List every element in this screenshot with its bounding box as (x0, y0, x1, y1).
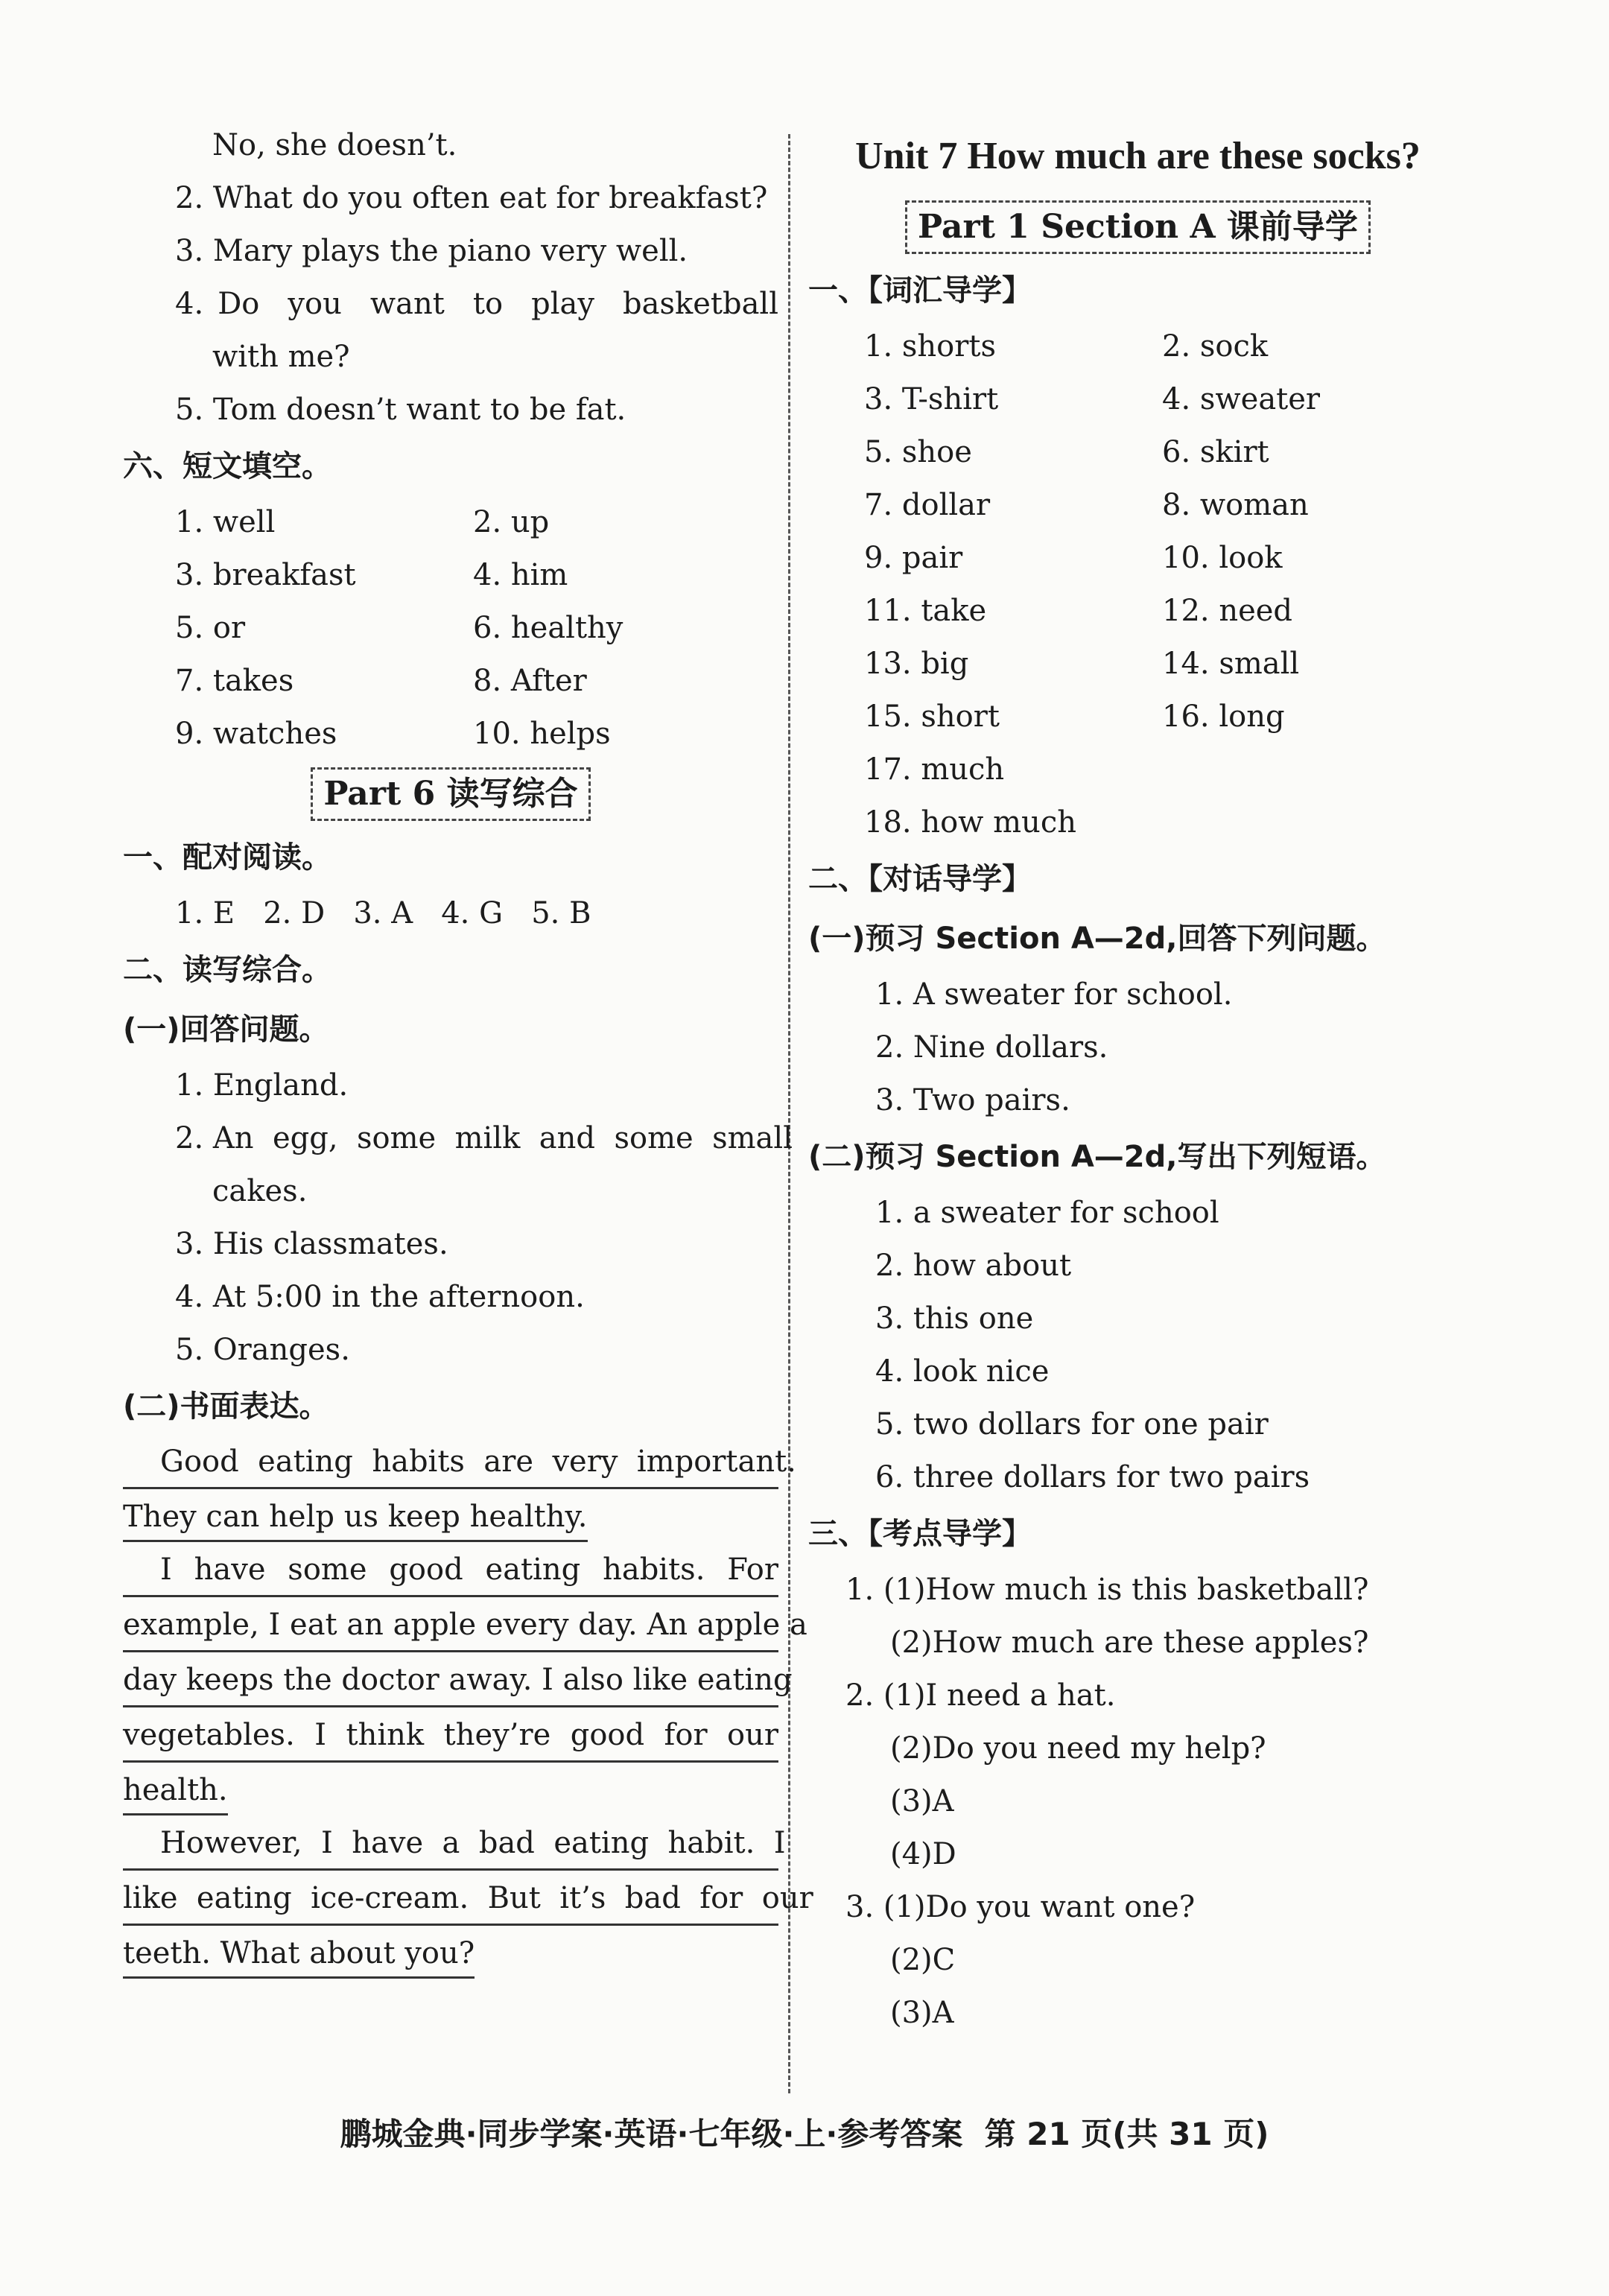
essay-line: health. (123, 1767, 228, 1815)
vocab-item (1162, 796, 1460, 849)
answer-line: 5. Tom doesn’t want to be fat. (175, 393, 626, 427)
question-answer: 3. His classmates. (175, 1227, 448, 1261)
vocab-item: 10. look (1162, 541, 1283, 575)
writing-heading: (二)书面表达。 (123, 1389, 329, 1424)
questions-heading: (一)回答问题。 (123, 1012, 329, 1047)
cloze-answer: 9. watches (175, 717, 337, 751)
essay-gap (123, 1979, 778, 1981)
points-answers (808, 1564, 1467, 2040)
part1-box: Part 1 Section A 课前导学 (905, 200, 1371, 254)
preview2-answer: 6. three dollars for two pairs (875, 1460, 1310, 1494)
essay-line: I have some good eating habits. For (123, 1544, 778, 1597)
cloze-answer-row (123, 496, 778, 549)
preview1-heading: (一)预习 Section A—2d,回答下列问题。 (808, 922, 1386, 956)
cloze-answer: 7. takes (175, 664, 294, 698)
essay-line-wrap (123, 1765, 778, 1815)
vocab-item (1162, 743, 1460, 796)
vocab-item: 15. short (864, 700, 1000, 734)
vocab-item-row (808, 796, 1467, 849)
point-answer: (4)D (890, 1837, 956, 1871)
preview2-answers (808, 1187, 1467, 1504)
vocab-item: 2. sock (1162, 329, 1269, 364)
essay-line: vegetables. I think they’re good for our (123, 1710, 778, 1763)
essay-line: They can help us keep healthy. (123, 1494, 588, 1542)
answer-line: 2. What do you often eat for breakfast? (175, 181, 768, 215)
essay-line: example, I eat an apple every day. An apple a (123, 1599, 778, 1652)
cloze-answer: 1. well (175, 505, 276, 539)
preview2-heading: (二)预习 Section A—2d,写出下列短语。 (808, 1140, 1386, 1174)
essay-line-wrap (123, 1928, 778, 1979)
essay (123, 1436, 813, 1981)
essay-line: However, I have a bad eating habit. I (123, 1818, 778, 1871)
question-answers (123, 1059, 793, 1377)
essay-line: like eating ice-cream. But it’s bad for our (123, 1873, 778, 1926)
point-answer: (2)C (890, 1943, 956, 1977)
reading-writing-heading: 二、读写综合。 (123, 953, 331, 987)
cloze-answer: 10. helps (473, 717, 611, 751)
vocab-item: 18. how much (864, 805, 1076, 840)
preview2-answer: 5. two dollars for one pair (875, 1407, 1269, 1442)
vocab-item: 1. shorts (864, 329, 996, 364)
vocab-item: 11. take (864, 594, 987, 628)
preview2-answer: 4. look nice (875, 1354, 1050, 1389)
vocab-item: 5. shoe (864, 435, 972, 469)
vocab-item: 12. need (1162, 594, 1293, 628)
point-answer: (2)How much are these apples? (890, 1626, 1369, 1660)
question-answer: 4. At 5:00 in the afternoon. (175, 1280, 585, 1314)
matching-heading: 一、配对阅读。 (123, 840, 331, 875)
right-column (808, 119, 1467, 2040)
question-answer: 1. England. (175, 1068, 349, 1103)
vocab-item-row (808, 585, 1467, 638)
page-footer: 鹏城金典·同步学案·英语·七年级·上·参考答案 第 21 页(共 31 页) (340, 2116, 1269, 2152)
vocab-item: 9. pair (864, 541, 963, 575)
vocab-item: 6. skirt (1162, 435, 1269, 469)
vocab-item-row (808, 743, 1467, 796)
cloze-answer: 5. or (175, 611, 246, 645)
preview2-answer: 3. this one (875, 1301, 1034, 1336)
cloze-answer: 4. him (473, 558, 568, 592)
section6-heading: 六、短文填空。 (123, 449, 331, 483)
cloze-answer: 6. healthy (473, 611, 623, 645)
essay-line-wrap (123, 1491, 778, 1542)
vocab-item: 14. small (1162, 647, 1300, 681)
preview2-answer: 2. how about (875, 1249, 1072, 1283)
point-answer: (2)Do you need my help? (890, 1731, 1266, 1766)
cloze-answer-row (123, 549, 778, 602)
matching-answers: 1. E 2. D 3. A 4. G 5. B (175, 896, 591, 930)
vocab-item: 4. sweater (1162, 382, 1321, 416)
answer-line: 3. Mary plays the piano very well. (175, 234, 688, 268)
question-answer: 2. An egg, some milk and some small (175, 1121, 793, 1155)
cloze-answer-row (123, 655, 778, 708)
vocab-item-row (808, 532, 1467, 585)
vocab-item: 17. much (864, 752, 1005, 787)
vocab-item-row (808, 320, 1467, 373)
vocab-list (808, 320, 1467, 849)
essay-line: Good eating habits are very important. (123, 1436, 778, 1489)
vocab-heading: 一、【词汇导学】 (808, 273, 1032, 308)
point-answer: 2. (1)I need a hat. (845, 1678, 1116, 1713)
vocab-item: 7. dollar (864, 488, 991, 522)
answer-line: No, she doesn’t. (212, 128, 457, 162)
preview1-answer: 2. Nine dollars. (875, 1030, 1108, 1065)
dialog-heading: 二、【对话导学】 (808, 862, 1032, 896)
question-answer: 5. Oranges. (175, 1333, 350, 1367)
vocab-item-row (808, 638, 1467, 691)
point-answer: 3. (1)Do you want one? (845, 1890, 1196, 1924)
essay-line: teeth. What about you? (123, 1930, 475, 1979)
points-heading: 三、【考点导学】 (808, 1517, 1032, 1551)
cloze-answer: 8. After (473, 664, 587, 698)
question-answer: cakes. (212, 1174, 308, 1208)
preview2-answer: 1. a sweater for school (875, 1196, 1219, 1230)
point-answer: (3)A (890, 1784, 954, 1818)
point-answer: 1. (1)How much is this basketball? (845, 1573, 1369, 1607)
vocab-item: 3. T-shirt (864, 382, 999, 416)
section6-answers (123, 496, 778, 761)
part6-box-wrap (123, 761, 778, 828)
preview1-answer: 3. Two pairs. (875, 1083, 1070, 1117)
cloze-answer-row (123, 708, 778, 761)
section5-tail (123, 119, 778, 437)
preview1-answers (808, 968, 1467, 1127)
vocab-item: 8. woman (1162, 488, 1309, 522)
vocab-item-row (808, 426, 1467, 479)
vocab-item-row (808, 373, 1467, 426)
unit-title: Unit 7 How much are these socks? (855, 135, 1421, 177)
vocab-item-row (808, 691, 1467, 743)
vocab-item-row (808, 479, 1467, 532)
part6-box: Part 6 读写综合 (311, 767, 590, 821)
answer-line: 4. Do you want to play basketball (175, 287, 778, 321)
essay-line: day keeps the doctor away. I also like eating (123, 1655, 778, 1707)
cloze-answer: 2. up (473, 505, 550, 539)
vocab-item: 16. long (1162, 700, 1285, 734)
cloze-answer: 3. breakfast (175, 558, 356, 592)
left-column (123, 119, 813, 1981)
preview1-answer: 1. A sweater for school. (875, 977, 1233, 1012)
answer-line: with me? (212, 340, 350, 374)
part1-box-wrap (808, 194, 1467, 261)
point-answer: (3)A (890, 1996, 954, 2030)
cloze-answer-row (123, 602, 778, 655)
vocab-item: 13. big (864, 647, 969, 681)
